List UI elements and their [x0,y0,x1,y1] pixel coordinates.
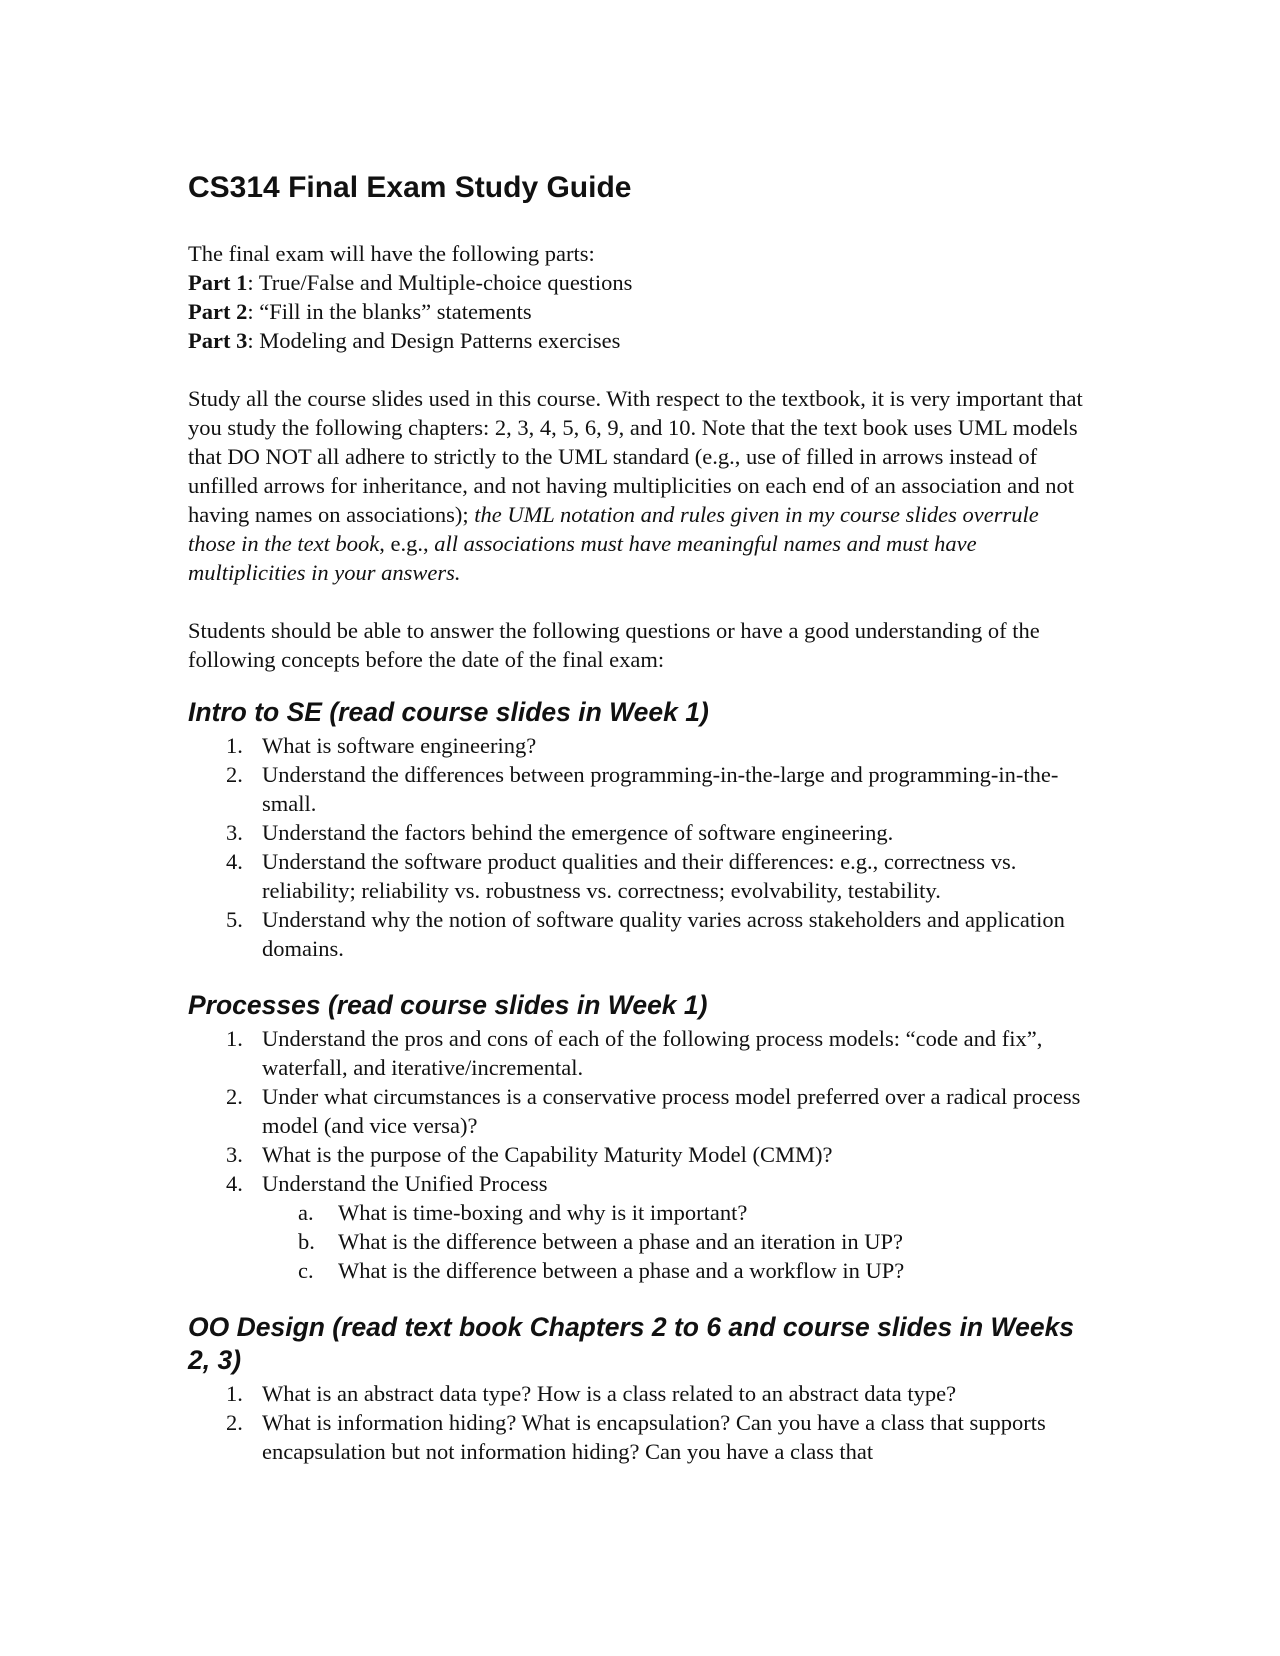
intro-questions-list [188,731,1088,963]
sub-item-text: What is the difference between a phase and a workflow in UP? [338,1258,905,1283]
item-number: 5. [226,907,243,932]
section-heading-processes: Processes (read course slides in Week 1) [188,990,708,1020]
item-number: 3. [226,1142,243,1167]
item-number: 4. [226,849,243,874]
part-text: : True/False and Multiple-choice questions [247,270,633,295]
unified-process-sublist [262,1198,1088,1285]
list-item [188,1379,1088,1408]
list-item [188,1140,1088,1169]
list-item [188,760,1088,818]
students-paragraph: Students should be able to answer the following questions or have a good understanding of the following concepts before the date of the final exam: [188,618,1040,672]
item-text: Understand the pros and cons of each of the following process models: “code and fix”, waterfall, and iterative/incremental. [262,1026,1043,1080]
list-item [188,1082,1088,1140]
sub-list-item [188,1227,1088,1256]
list-item [188,818,1088,847]
section-heading-oo-design: OO Design (read text book Chapters 2 to 6 and course slides in Weeks 2, 3) [188,1312,1075,1375]
part-2-line [188,297,1088,326]
processes-questions-list [188,1024,1088,1285]
item-text: What is software engineering? [262,733,537,758]
sub-item-text: What is the difference between a phase and an iteration in UP? [338,1229,903,1254]
study-italic-2: all associations must have meaningful names and must have multiplicities in your answers. [188,531,977,585]
item-number: 4. [226,1171,243,1196]
item-number: 3. [226,820,243,845]
list-item [188,1024,1088,1082]
sub-list-item [188,1256,1088,1285]
part-text: : Modeling and Design Patterns exercises [247,328,621,353]
item-number: 1. [226,1381,243,1406]
section-heading-intro-to-se: Intro to SE (read course slides in Week 1) [188,697,709,727]
list-item [188,1169,1088,1285]
part-label: Part 2 [188,299,248,324]
item-text: Understand why the notion of software quality varies across stakeholders and application domains. [262,907,1065,961]
list-item [188,905,1088,963]
list-item [188,847,1088,905]
oo-design-questions-list [188,1379,1088,1466]
item-text: Understand the Unified Process [262,1171,548,1196]
list-item [188,1408,1088,1466]
study-text-2: , e.g., [379,531,435,556]
item-text: What is information hiding? What is encapsulation? Can you have a class that supports encapsulation but not information hiding? Can you have a class that [262,1410,1046,1464]
sub-item-text: What is time-boxing and why is it important? [338,1200,748,1225]
part-3-line [188,326,1088,355]
item-text: Under what circumstances is a conservative process model preferred over a radical process model (and vice versa)? [262,1084,1081,1138]
part-text: : “Fill in the blanks” statements [247,299,532,324]
item-number: 2. [226,1410,243,1435]
sub-list-item [188,1198,1088,1227]
item-text: Understand the differences between programming-in-the-large and programming-in-the-small. [262,762,1059,816]
sub-item-letter: c. [298,1258,314,1283]
study-italic-1: the UML notation and rules given in my course slides overrule those in the text book [188,502,1039,556]
study-paragraph [188,384,1088,587]
document-page [188,170,1088,1492]
list-item [188,731,1088,760]
item-text: What is an abstract data type? How is a class related to an abstract data type? [262,1381,957,1406]
exam-parts-block [188,239,1088,674]
item-text: Understand the software product qualities and their differences: e.g., correctness vs. reliability; reliability vs. robustness vs. correctness; evolvability, testability. [262,849,1017,903]
item-text: What is the purpose of the Capability Maturity Model (CMM)? [262,1142,833,1167]
intro-text: The final exam will have the following parts: [188,241,595,266]
document-title: CS314 Final Exam Study Guide [188,171,632,204]
part-label: Part 1 [188,270,248,295]
sub-item-letter: a. [298,1200,314,1225]
sub-item-letter: b. [298,1229,315,1254]
study-text-1: Study all the course slides used in this course. With respect to the textbook, it is very important that you study the following chapters: 2, 3, 4, 5, 6, 9, and 10. Note that the text book uses UML models that DO NOT all adhere to strictly to the UML standard (e.g., use of filled in arrows instead of unfilled arrows for inheritance, and not having multiplicities on each end of an association and not having names on associations); [188,386,1083,527]
item-text: Understand the factors behind the emergence of software engineering. [262,820,894,845]
part-label: Part 3 [188,328,248,353]
item-number: 1. [226,1026,243,1051]
parts-list [188,268,1088,355]
item-number: 2. [226,1084,243,1109]
part-1-line [188,268,1088,297]
item-number: 2. [226,762,243,787]
item-number: 1. [226,733,243,758]
